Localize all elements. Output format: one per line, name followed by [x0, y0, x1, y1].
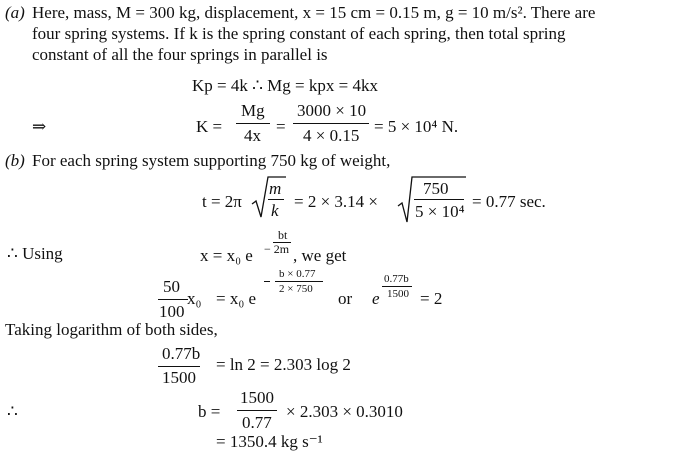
we-get: , we get: [293, 246, 347, 265]
sqrt-m-numerator: m: [269, 179, 282, 198]
b-result: = 1350.4 kg s⁻¹: [216, 432, 323, 451]
fraction-bar: [236, 123, 270, 124]
taking-logarithm: Taking logarithm of both sides,: [5, 320, 218, 339]
equation-t-lhs: t = 2π: [202, 192, 242, 211]
equation-t-result: = 0.77 sec.: [472, 192, 546, 211]
fraction-3000-denominator: 4 × 0.15: [303, 126, 360, 145]
fraction-bar: [237, 410, 277, 411]
exponent-numerator: 0.77b: [384, 273, 409, 285]
equation-k-lhs: K =: [196, 117, 223, 136]
part-b-line-1: For each spring system supporting 750 kg of weight,: [32, 151, 391, 170]
fraction-bar: [414, 199, 464, 200]
x-naught: x₀: [187, 289, 202, 308]
part-a-line-2: four spring systems. If k is the spring constant of each spring, then total spring: [32, 24, 566, 43]
log-rhs: = ln 2 = 2.303 log 2: [216, 355, 351, 374]
fraction-50-numerator: 50: [163, 277, 180, 296]
equation-t-middle: = 2 × 3.14 ×: [294, 192, 379, 211]
fraction-bar: [268, 199, 284, 200]
fraction-100-denominator: 100: [159, 302, 185, 321]
b-fraction-denominator: 0.77: [242, 413, 272, 432]
b-fraction-numerator: 1500: [240, 388, 274, 407]
equation-middle: = x₀ e: [216, 289, 257, 308]
equation-x: x = x₀ e: [200, 246, 253, 265]
equals-two: = 2: [420, 289, 443, 308]
sqrt-750-numerator: 750: [423, 179, 449, 198]
part-b-label: (b): [5, 151, 25, 170]
log-fraction-denominator: 1500: [162, 368, 196, 387]
part-a-label: (a): [5, 3, 25, 22]
exponent-minus: [264, 281, 270, 282]
fraction-mg-denominator: 4x: [244, 126, 261, 145]
exponent-numerator: bt: [278, 228, 288, 242]
b-lhs: b =: [198, 402, 221, 421]
e-base: e: [372, 289, 380, 308]
log-fraction-numerator: 0.77b: [162, 344, 201, 363]
fraction-bar: [275, 281, 323, 282]
exponent-denominator: 2 × 750: [279, 283, 313, 295]
equation-kp: Kp = 4k ∴ Mg = kpx = 4kx: [192, 76, 378, 95]
fraction-bar: [382, 286, 412, 287]
therefore-using: ∴ Using: [7, 244, 63, 263]
equals-sign: =: [276, 117, 286, 136]
fraction-bar: [293, 123, 369, 124]
sqrt-5e4-denominator: 5 × 10⁴: [415, 202, 465, 221]
fraction-bar: [158, 366, 200, 367]
fraction-mg-numerator: Mg: [241, 101, 265, 120]
exponent-numerator: b × 0.77: [279, 268, 316, 280]
therefore-symbol: ∴: [7, 402, 18, 421]
fraction-3000-numerator: 3000 × 10: [297, 101, 367, 120]
exponent-denominator: 1500: [387, 288, 409, 300]
b-rhs: × 2.303 × 0.3010: [286, 402, 403, 421]
part-a-line-1: Here, mass, M = 300 kg, displacement, x = 15 cm = 0.15 m, g = 10 m/s². There are: [32, 3, 596, 22]
sqrt-k-denominator: k: [271, 201, 279, 220]
equation-k-result: = 5 × 10⁴ N.: [374, 117, 459, 136]
implies-arrow: ⇒: [32, 117, 47, 136]
exponent-denominator: − 2m: [264, 242, 290, 256]
fraction-bar: [158, 299, 188, 300]
or-text: or: [338, 289, 353, 308]
part-a-line-3: constant of all the four springs in parallel is: [32, 45, 328, 64]
